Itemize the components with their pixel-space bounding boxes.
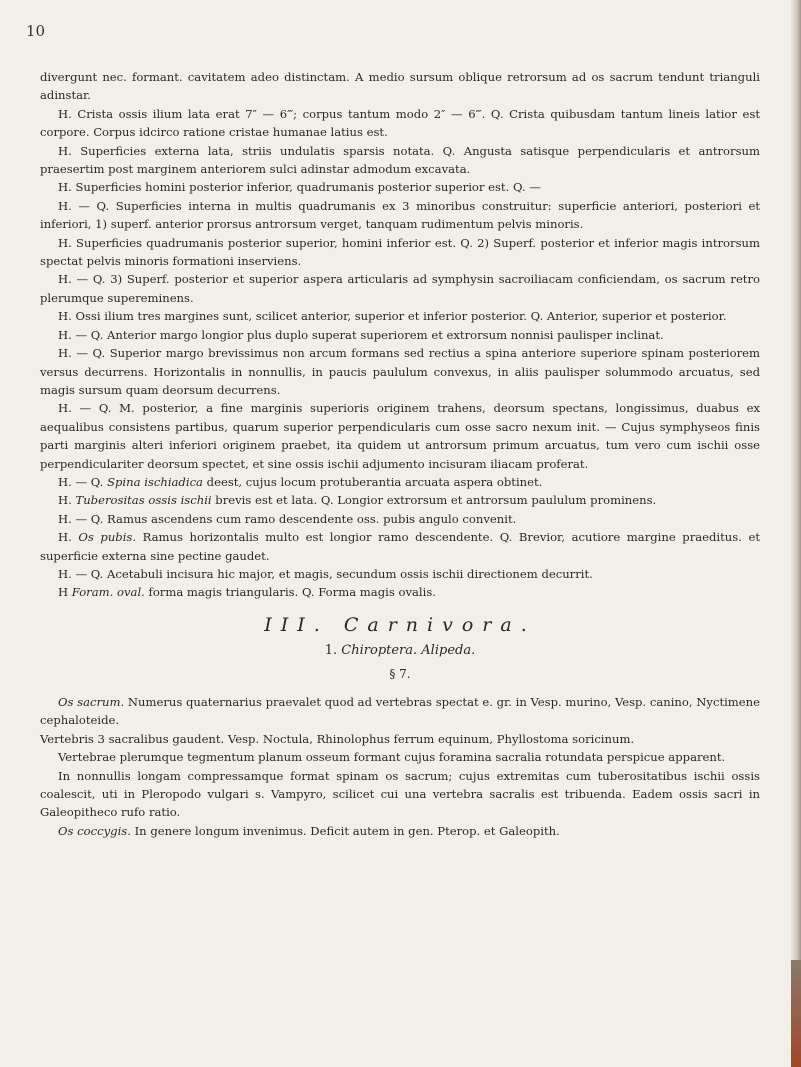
paragraph — [40, 270, 760, 307]
body-paragraphs-part2 — [40, 693, 760, 840]
paragraph-text: H. — Q. Acetabuli incisura hic major, et magis, secundum ossis ischii directionem decurrit. — [58, 566, 593, 581]
page-number: 10 — [26, 22, 46, 40]
paragraph — [40, 565, 760, 583]
paragraph — [40, 491, 760, 509]
paragraph-text: Numerus quaternarius praevalet quod ad vertebras spectat e. gr. in Vesp. murino, Vesp. canino, Nyctimene cephaloteide. — [40, 695, 760, 728]
italic-text: Os pubis. — [78, 530, 137, 545]
paragraph — [40, 197, 760, 234]
paragraph-text: In nonnullis longam compressamque format spinam os sacrum; cujus extremitas cum tuberositatibus ischii ossis coalescit, uti in Pleropodo vulgari s. Vampyro, scilicet cui una vertebra sacralis est tribuenda. Eadem ossis sacri in Galeopitheco rufo ratio. — [40, 768, 760, 820]
paragraph-text: H. — Q. M. posterior, a fine marginis superioris originem trahens, deorsum spectans, longissimus, duabus ex aequalibus consistens partibus, quarum superior perpendicularis cum osse sacro nexum init. — Cujus symphyseos finis parti marginis alteri inferiori originem praebet, ita quidem ut antrorsum primum arcuatus, tum vero cum ischii osse perpendiculariter deorsum spectet, et sine ossis ischii adjumento incisuram iliacam proferat. — [40, 401, 760, 471]
paragraph — [40, 510, 760, 528]
paragraph — [40, 767, 760, 822]
paragraph — [40, 528, 760, 565]
paragraph-text: H. Superficies externa lata, striis undulatis sparsis notata. Q. Angusta satisque perpendicularis et antrorsum praesertim post marginem anteriorem sulci adinstar admodum excavata. — [40, 143, 760, 177]
paragraph-text: H. Superficies quadrumanis posterior superior, homini inferior est. Q. 2) Superf. posterior et inferior magis introrsum spectat pelvis minoris formationi inserviens. — [40, 235, 760, 269]
subheading-alipeda: Alipeda. — [421, 643, 476, 659]
paragraph — [40, 693, 760, 730]
paragraph-text: H. Crista ossis ilium lata erat 7″ — 6‴; corpus tantum modo 2″ — 6‴. Q. Crista quibusdam tantum lineis latior est corpore. Corpus idcirco ratione cristae humanae latius est. — [40, 106, 760, 140]
paragraph — [40, 730, 760, 748]
body-paragraphs-part1 — [40, 68, 760, 602]
paragraph-text: H. — Q. 3) Superf. posterior et superior aspera articularis ad symphysin sacroiliacam conficiendam, os sacrum retro plerumque supereminens. — [40, 272, 760, 305]
paragraph-text: H. Ossi ilium tres margines sunt, scilicet anterior, superior et inferior posterior. Q. Anterior, superior et posterior. — [58, 309, 727, 324]
paragraph — [40, 473, 760, 491]
paragraph — [40, 399, 760, 473]
paragraph-text: H. — Q. — [58, 474, 108, 489]
paragraph — [40, 105, 760, 142]
paragraph-text: H. — Q. Ramus ascendens cum ramo descendente oss. pubis angulo convenit. — [58, 511, 517, 526]
paragraph — [40, 344, 760, 399]
paragraph — [40, 142, 760, 179]
paragraph-text: H. — [58, 530, 79, 545]
paragraph-text: deest, cujus locum protuberantia arcuata aspera obtinet. — [202, 474, 543, 489]
paragraph — [40, 307, 760, 325]
paragraph — [40, 326, 760, 344]
paragraph-text: forma magis triangularis. Q. Forma magis ovalis. — [144, 585, 436, 600]
section-heading: III. Carnivora. — [264, 613, 536, 636]
paragraph — [40, 68, 760, 105]
paragraph-text: brevis est et lata. Q. Longior extrorsum et antrorsum paululum prominens. — [211, 493, 657, 508]
italic-text: Os coccygis. — [58, 823, 131, 838]
paragraph-text: Ramus horizontalis multo est longior ramo descendente. Q. Brevior, acutiore margine praeditus. et superficie externa sine pectine gaudet. — [40, 530, 760, 563]
paragraph — [40, 748, 760, 766]
text-block — [40, 68, 760, 840]
paragraph-text: H. — Q. Superior margo brevissimus non arcum formans sed rectius a spina anteriore superiore spinam posteriorem versus decurrens. Horizontalis in nonnullis, in paucis paululum convexus, in aliis paulisper solummodo arcuatus, sed magis sursum quam deorsum decurrens. — [40, 346, 760, 397]
paragraph-text: divergunt nec. formant. cavitatem adeo distinctam. A medio sursum oblique retrorsum ad os sacrum tendunt trianguli adinstar. — [40, 70, 760, 103]
paragraph-text: H — [58, 585, 72, 600]
italic-text: Spina ischiadica — [107, 474, 203, 489]
paragraph — [40, 822, 760, 840]
paragraph-text: H. — [58, 493, 76, 508]
paragraph-text: In genere longum invenimus. Deficit autem in gen. Pterop. et Galeopith. — [130, 823, 560, 838]
page-edge-bottom — [791, 960, 801, 1067]
paragraph-text: H. — Q. Superficies interna in multis quadrumanis ex 3 minoribus construitur: superficie anteriori, posteriori et inferiori, 1) superf. anterior prorsus antrorsum verget, tanquam rudimentum pelvis minoris. — [40, 198, 760, 232]
paragraph-text: Vertebrae plerumque tegmentum planum osseum formant cujus foramina sacralia rotundata perspicue apparent. — [58, 750, 726, 765]
subheading — [40, 642, 760, 660]
paragraph-text: Vertebris 3 sacralibus gaudent. Vesp. Noctula, Rhinolophus ferrum equinum, Phyllostoma soricinum. — [40, 731, 635, 746]
subheading-chiroptera: Chiroptera. — [341, 643, 418, 659]
paragraph — [40, 178, 760, 196]
italic-text: Tuberositas ossis ischii — [75, 493, 212, 508]
paragraph-text: H. — Q. Anterior margo longior plus duplo superat superiorem et extrorsum nonnisi paulisper inclinat. — [58, 327, 664, 342]
subheading-number: 1. — [324, 643, 338, 659]
page-edge — [791, 0, 801, 1067]
italic-text: Os sacrum. — [58, 695, 125, 709]
paragraph — [40, 234, 760, 271]
paragraph-mark: § 7. — [389, 666, 411, 681]
paragraph — [40, 583, 760, 601]
paragraph-text: H. Superficies homini posterior inferior, quadrumanis posterior superior est. Q. — — [58, 180, 541, 195]
italic-text: Foram. oval. — [71, 585, 145, 600]
